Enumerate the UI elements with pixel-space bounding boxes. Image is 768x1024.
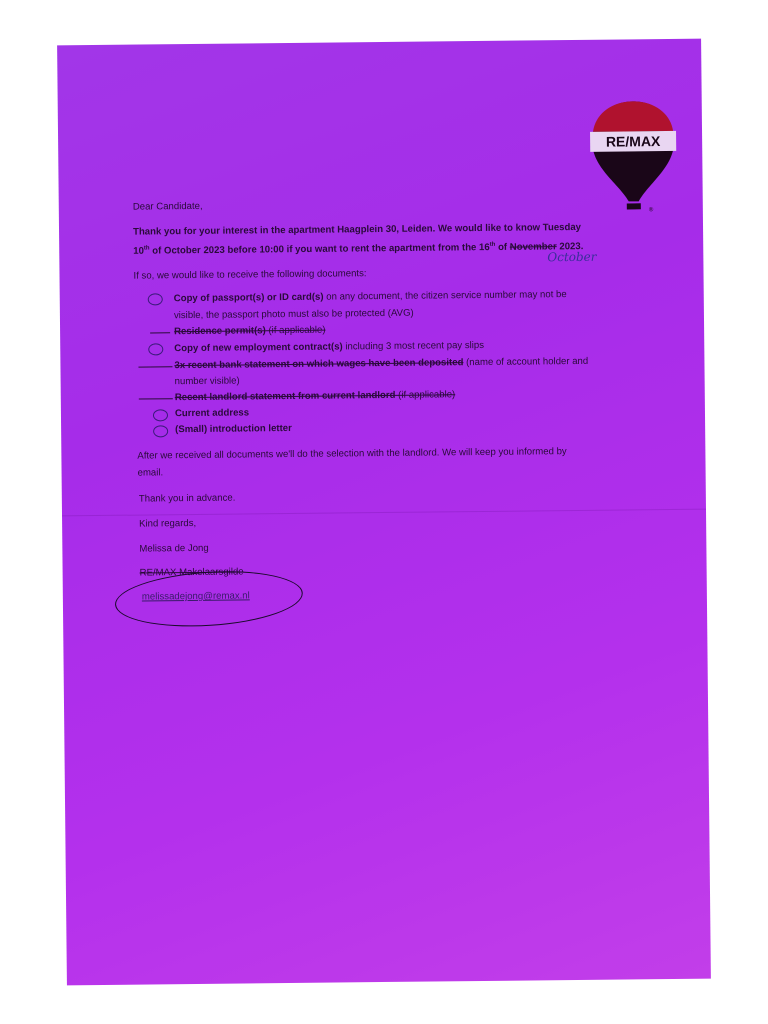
intro-line-2: 10th of October 2023 before 10:00 if you want to rent the apartment from the 16th of November 2023.: [133, 241, 584, 257]
company-name: RE/MAX Makelaarsgilde: [139, 566, 244, 579]
handwritten-october: October: [547, 249, 597, 265]
check-circle-icon: [153, 425, 168, 437]
remax-balloon-logo: [588, 97, 679, 218]
struck-month: November: [509, 241, 557, 253]
intro-line-1: Thank you for your interest in the apartment Haagplein 30, Leiden. We would like to know Tuesday: [132, 221, 582, 238]
list-item: 3x recent bank statement on which wages have been deposited (name of account holder and: [174, 355, 589, 372]
check-circle-icon: [148, 343, 163, 355]
list-item: Recent landlord statement from current landlord (if applicable): [174, 389, 456, 404]
closing-line-1: After we received all documents we'll do the selection with the landlord. We will keep you informed by: [137, 446, 567, 462]
sender-name: Melissa de Jong: [139, 542, 209, 555]
regards-line: Kind regards,: [139, 517, 197, 530]
logo-text: RE/MAX: [605, 133, 661, 150]
registered-mark: ®: [648, 207, 654, 214]
dash-mark: [139, 398, 173, 400]
check-circle-icon: [148, 293, 163, 305]
list-item: Copy of passport(s) or ID card(s) on any document, the citizen service number may not be: [173, 289, 567, 305]
list-item-cont: number visible): [174, 375, 240, 388]
request-line: If so, we would like to receive the following documents:: [133, 268, 367, 282]
list-item: (Small) introduction letter: [175, 422, 292, 436]
paper-fold: [62, 509, 706, 517]
dash-mark: [138, 366, 172, 368]
thanks-line: Thank you in advance.: [138, 492, 236, 505]
closing-line-2: email.: [137, 467, 164, 479]
greeting: Dear Candidate,: [132, 200, 203, 213]
check-circle-icon: [153, 409, 168, 421]
list-item: Current address: [174, 407, 250, 420]
list-item: Residence permit(s) (if applicable): [174, 324, 326, 338]
email-link[interactable]: melissadejong@remax.nl: [141, 590, 250, 603]
dash-mark: [150, 332, 170, 333]
list-item-cont: visible, the passport photo must also be protected (AVG): [173, 307, 414, 322]
list-item: Copy of new employment contract(s) including 3 most recent pay slips: [174, 339, 485, 355]
letter-sheet: [57, 39, 711, 986]
